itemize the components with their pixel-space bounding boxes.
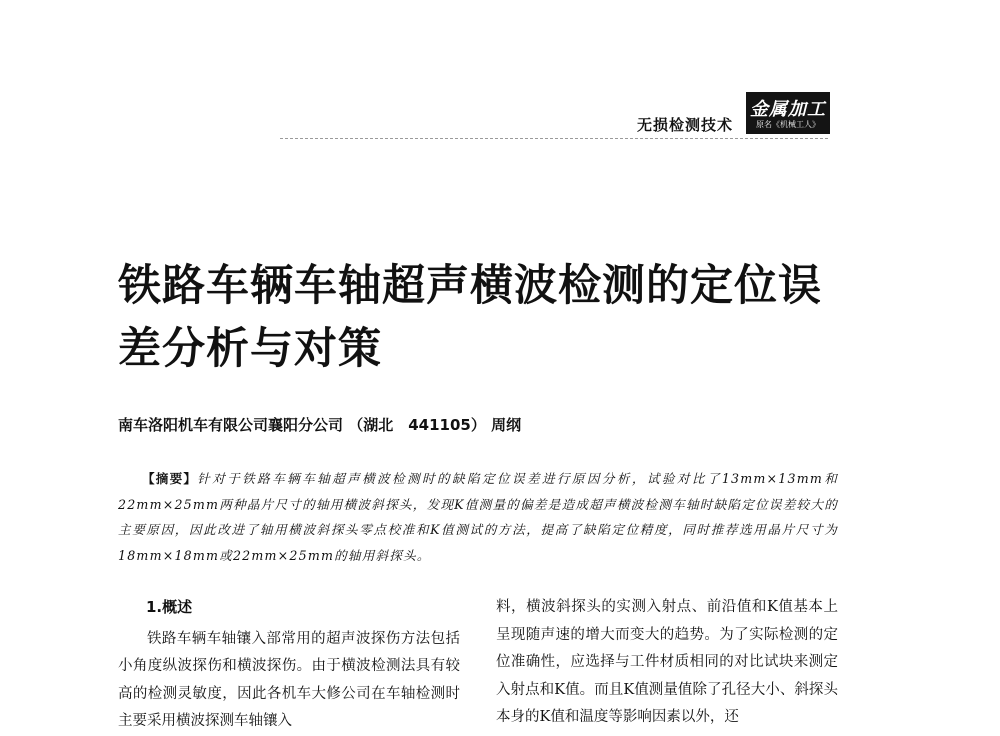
journal-logo-title: 金属加工 xyxy=(750,99,826,120)
body-column-left xyxy=(118,594,460,736)
abstract-label: 【摘要】 xyxy=(142,471,198,486)
abstract xyxy=(118,466,838,568)
header-rule xyxy=(280,138,828,139)
header-section-label: 无损检测技术 xyxy=(637,116,734,134)
journal-logo xyxy=(746,92,830,134)
body-paragraph: 料，横波斜探头的实测入射点、前沿值和K值基本上呈现随声速的增大而变大的趋势。为了实际检测的定位准确性，应选择与工件材质相同的对比试块来测定入射点和K值。而且K值测量值除了孔径大小、斜探头本身的K值和温度等影响因素以外，还 xyxy=(496,599,838,725)
section-heading: 1.概述 xyxy=(146,598,193,616)
author-affiliation-line: 南车洛阳机车有限公司襄阳分公司 （湖北 441105） 周纲 xyxy=(118,416,522,434)
body-paragraph: 铁路车辆车轴镶入部常用的超声波探伤方法包括小角度纵波探伤和横波探伤。由于横波检测法具有较高的检测灵敏度，因此各机车大修公司在车轴检测时主要采用横波探测车轴镶入 xyxy=(118,630,460,729)
body-column-right xyxy=(496,594,838,732)
journal-logo-subtitle: 原名《机械工人》 xyxy=(756,120,820,129)
abstract-text: 针对于铁路车辆车轴超声横波检测时的缺陷定位误差进行原因分析，试验对比了13mm×13mm和22mm×25mm两种晶片尺寸的轴用横波斜探头，发现K值测量的偏差是造成超声横波检测车轴时缺陷定位误差较大的主要原因，因此改进了轴用横波斜探头零点校准和K值测试的方法，提高了缺陷定位精度，同时推荐选用晶片尺寸为18mm×18mm或22mm×25mm的轴用斜探头。 xyxy=(118,471,839,563)
article-title: 铁路车辆车轴超声横波检测的定位误差分析与对策 xyxy=(118,261,822,374)
